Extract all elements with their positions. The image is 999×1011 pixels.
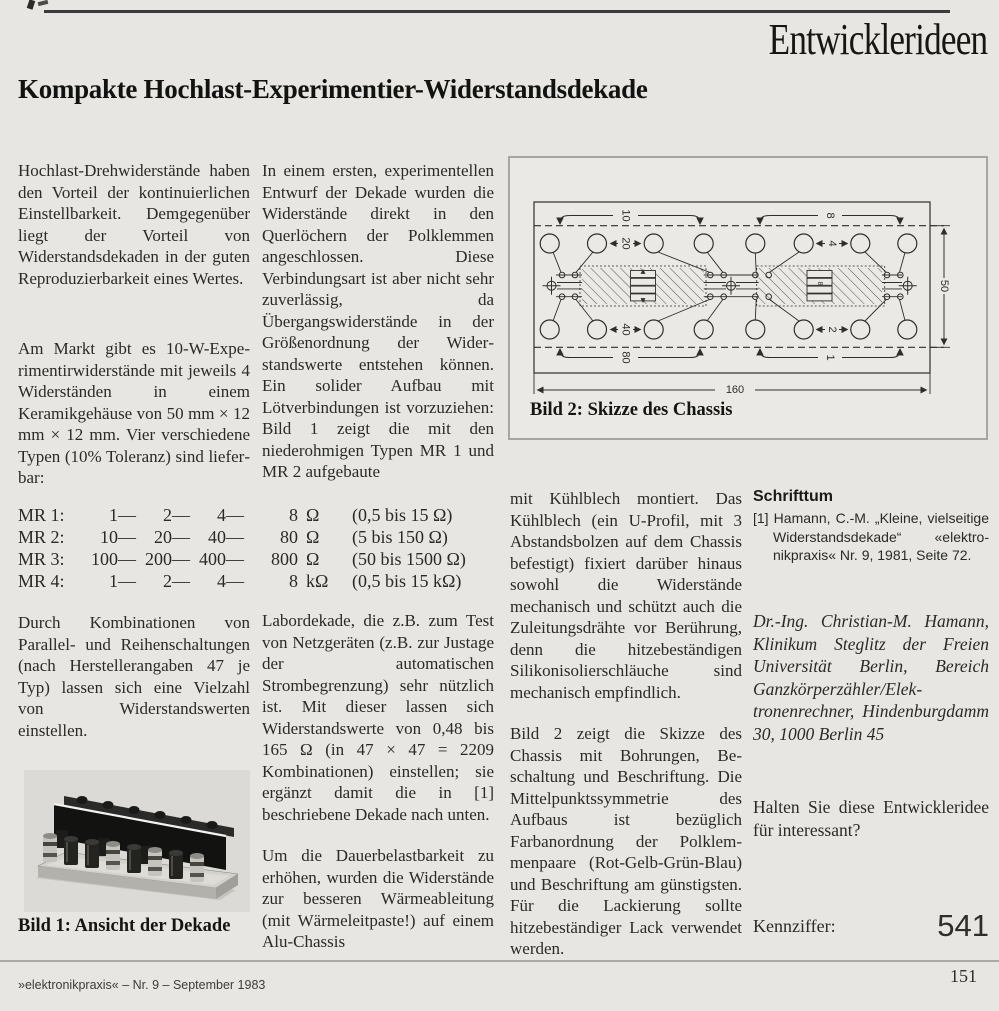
drawing-label-80: 80 xyxy=(619,351,632,364)
resistor-type-table xyxy=(18,504,498,592)
drawing-label-40: 40 xyxy=(619,323,632,336)
drawing-dim-50: 50 xyxy=(938,279,950,293)
kennziffer-label: Kennziffer: xyxy=(753,916,836,936)
column2-paragraph2: Labordekade, die z.B. zum Test von Netzgeräten (z.B. zur Justage der automatischen Strombegrenzung) sehr nützlich ist. Mit dieser lassen sich Widerstandswerte von 0,48 bis 165 Ω (in 47 × 47 = 2209 Kombinationen) einstellen; sie ergänzt damit die in [1] beschriebene Dekade nach unten. xyxy=(262,611,494,824)
column3 xyxy=(510,488,742,960)
column1-paragraph3: Durch Kombinationen von Parallel- und Reihenschaltungen (nach Herstellerangaben 47 je Typ) lassen sich eine Vielzahl von Widerstandswerten einstellen. xyxy=(18,613,250,740)
column1-paragraph1: Hochlast-Drehwiderstände haben den Vorteil der kontinuierlichen Einstellbarkeit. Demgegenüber liegt der Vorteil von Widerstandsdekaden in der guten Reproduzierbarkeit eines Wertes. xyxy=(18,161,250,288)
references-heading: Schrifttum xyxy=(753,488,833,505)
scan-artifact xyxy=(38,0,49,6)
drawing-label-2: 2 xyxy=(826,326,838,333)
footer-rule xyxy=(0,960,999,962)
article-title: Kompakte Hochlast-Experimentier-Widerstandsdekade xyxy=(18,74,648,104)
drawing-label-8: 8 xyxy=(824,212,836,219)
table-row: MR 3: 100— 200— 400— 800 Ω (50 bis 1500 Ω) xyxy=(18,549,466,569)
reference-entry: [1] Hamann, C.-M. „Kleine, vielseitige Widerstandsdekade“ «elektronikpraxis« Nr. 9, 1981, Seite 72. xyxy=(753,510,989,563)
reader-question: Halten Sie diese Entwickleridee für interessant? xyxy=(753,797,989,840)
references-block xyxy=(753,488,989,565)
page-number: 151 xyxy=(950,966,977,986)
drawing-label-20: 20 xyxy=(619,237,632,250)
table-row: MR 4: 1— 2— 4— 8 kΩ (0,5 bis 15 kΩ) xyxy=(18,571,462,591)
drawing-label-1: 1 xyxy=(824,354,836,361)
footer-magazine-info: »elektronikpraxis« – Nr. 9 – September 1983 xyxy=(18,978,266,992)
kennziffer-value: 541 xyxy=(937,908,989,943)
drawing-center-label: 8 xyxy=(816,281,823,286)
column3-paragraph2: Bild 2 zeigt die Skizze des Chassis mit Bohrungen, Beschaltung und Beschriftung. Die Mittelpunktssymmetrie des Aufbaus ist bezüglich Farbanordnung der Polklemmenpaare (Rot-Gelb-Grün-Blau) und Beschriftung am günstigsten. Für die Lackierung sollte hitzebeständiger Lack verwendet werden. xyxy=(510,724,742,958)
column2-paragraph1: In einem ersten, experimentellen Entwurf der Dekade wurden die Widerstände direkt in den Querlöchern der Polklemmen angeschlossen. Diese Verbindungsart ist aber nicht sehr zuverlässig, da Übergangswiderstände in der Größenordnung der Widerstandswerte entstehen können. Ein solider Aufbau mit Lötverbindungen ist vorzuziehen: Bild 1 zeigt die mit den niederohmigen Typen MR 1 und MR 2 aufgebaute xyxy=(262,161,494,481)
top-rule xyxy=(44,10,950,13)
drawing-label-10: 10 xyxy=(619,209,632,222)
scan-artifact xyxy=(27,0,35,10)
figure2-panel xyxy=(508,156,988,440)
chassis-drawing xyxy=(510,158,986,398)
column2-paragraph3: Um die Dauerbelastbarkeit zu erhöhen, wurden die Widerstände zur besseren Wärmeableitung (mit Wärmeleitpaste!) auf einem Alu-Chassis xyxy=(262,846,494,951)
author-info: Dr.-Ing. Christian-M. Hamann, Klinikum Steglitz der Freien Universität Berlin, Bereich Ganzkörperzähler/Elektronenrechner, Hindenburgdamm 30, 1000 Berlin 45 xyxy=(753,611,989,744)
photo-decade xyxy=(24,770,250,912)
table-row: MR 1: 1— 2— 4— 8 Ω (0,5 bis 15 Ω) xyxy=(18,505,453,525)
kennziffer-row xyxy=(753,908,989,944)
column3-paragraph1: mit Kühlblech montiert. Das Kühlblech (ein U-Profil, mit 3 Abstandsbolzen auf dem Chassis befestigt) fixiert darüber hinaus sowohl die Widerstände mechanisch und schützt auch die Zuleitungsdrähte vor Berührung, denn die hitzebeständigen Silikonisolierschläuche sind mechanisch empfindlich. xyxy=(510,489,742,702)
figure2-caption: Bild 2: Skizze des Chassis xyxy=(530,400,733,420)
section-masthead: Entwicklerideen xyxy=(768,15,987,64)
column2-lower xyxy=(262,610,494,953)
drawing-dim-160: 160 xyxy=(725,384,745,396)
column1-paragraph2: Am Markt gibt es 10-W-Experimentirwiderstände mit jeweils 4 Widerständen in einem Keramikgehäuse von 50 mm × 12 mm × 12 mm. Vier verschiedene Typen (10% Toleranz) sind lieferbar: xyxy=(18,339,250,487)
table-row: MR 2: 10— 20— 40— 80 Ω (5 bis 150 Ω) xyxy=(18,527,448,547)
figure1-caption: Bild 1: Ansicht der Dekade xyxy=(18,916,231,936)
drawing-label-4: 4 xyxy=(826,240,838,247)
